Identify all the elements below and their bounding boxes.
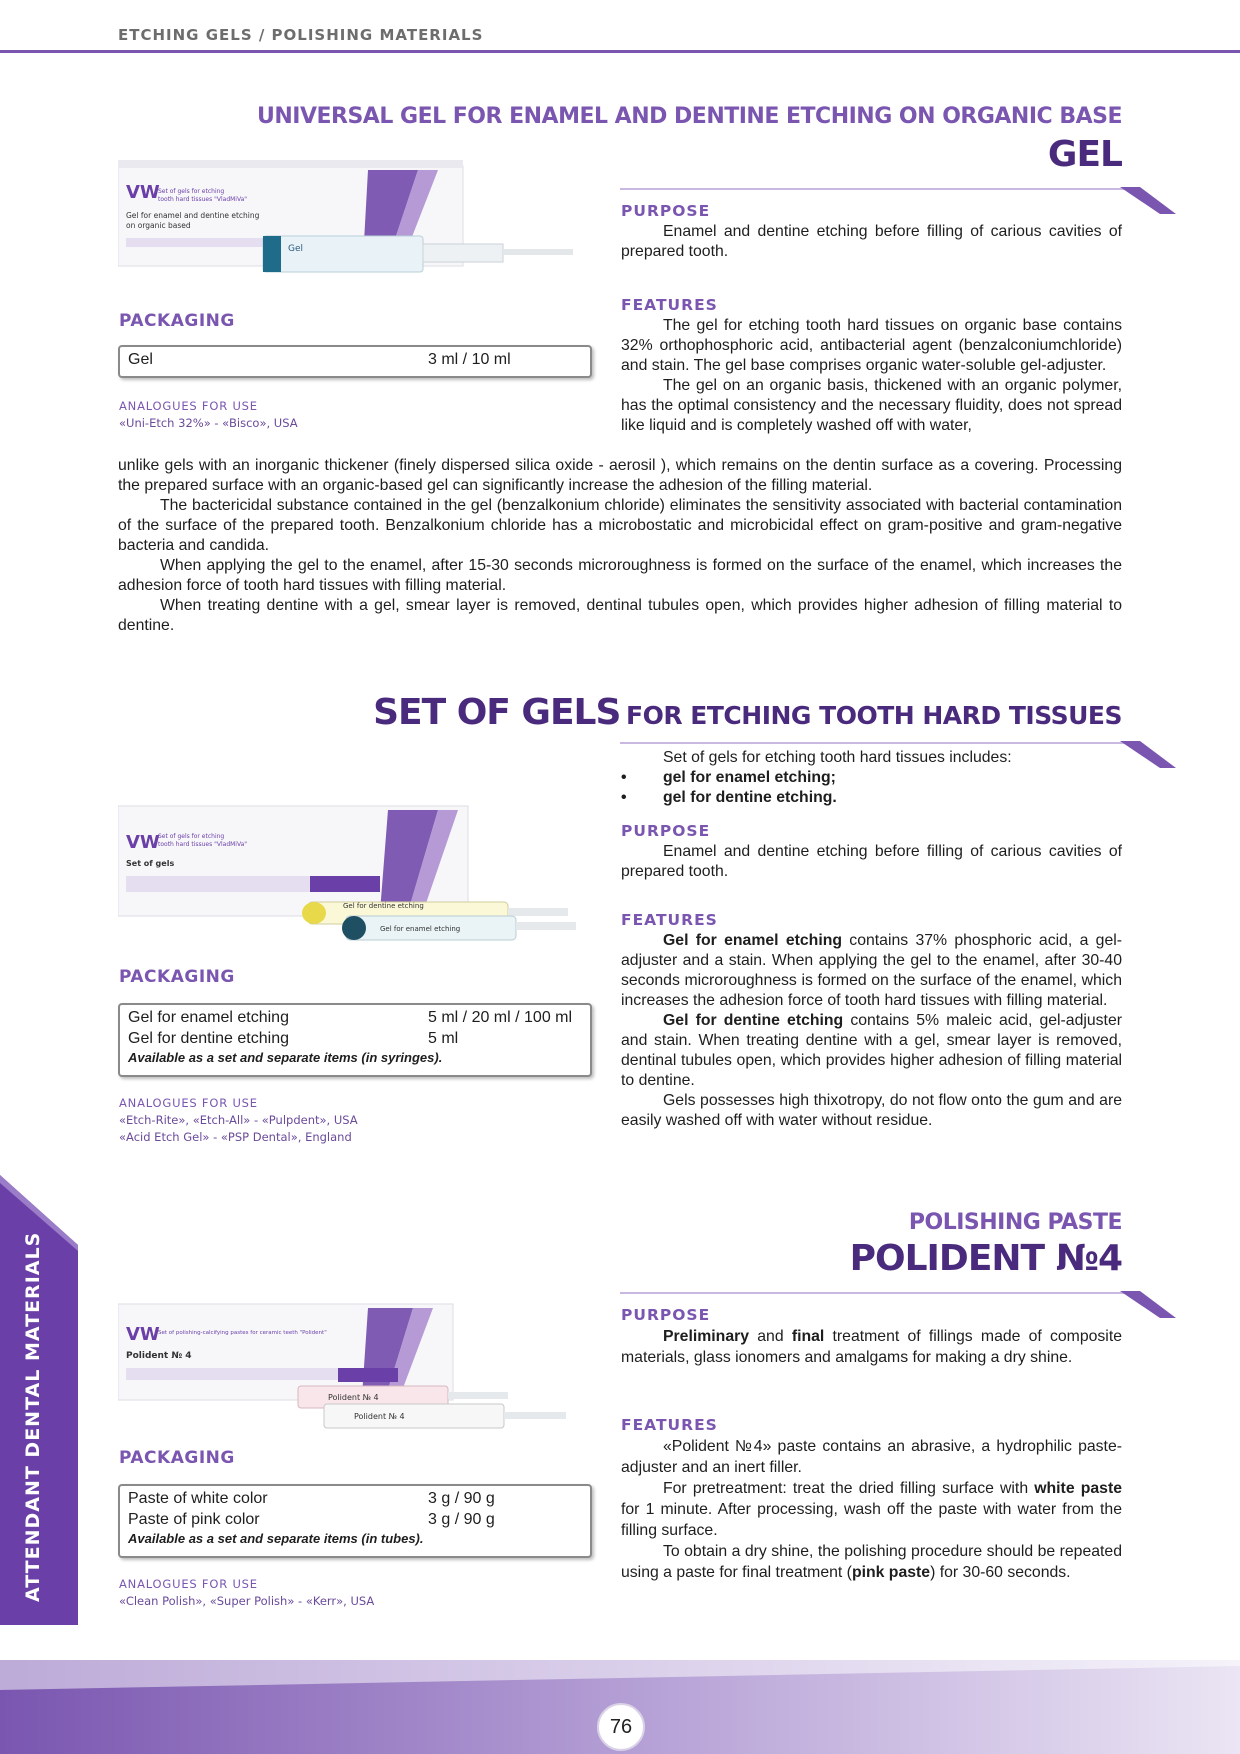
product1-subtitle: UNIVERSAL GEL FOR ENAMEL AND DENTINE ETCHING ON ORGANIC BASE	[257, 104, 1122, 129]
product3-packaging-label: PACKAGING	[119, 1448, 235, 1468]
packaging-row: Paste of pink color 3 g / 90 g	[128, 1511, 495, 1528]
svg-text:tooth hard tissues "VladMiVa": tooth hard tissues "VladMiVa"	[158, 841, 248, 848]
product2-analogues: «Etch-Rite», «Etch-All» - «Pulpdent», USA «Acid Etch Gel» - «PSP Dental», England	[119, 1113, 358, 1144]
product1-features-label: FEATURES	[621, 296, 718, 314]
product2-analogues-label: ANALOGUES FOR USE	[119, 1096, 258, 1110]
product1-purpose: Enamel and dentine etching before filling of carious cavities of prepared tooth.	[621, 223, 1122, 260]
header-rule	[0, 50, 1240, 53]
packaging-note: Available as a set and separate items (in tubes).	[128, 1531, 424, 1546]
bullet-item: • gel for dentine etching.	[621, 789, 837, 806]
svg-text:VW: VW	[126, 182, 160, 203]
product2-purpose: Enamel and dentine etching before filling of carious cavities of prepared tooth.	[621, 843, 1122, 880]
svg-text:Gel: Gel	[288, 244, 304, 254]
product3-features-label: FEATURES	[621, 1416, 718, 1434]
product2-title: SET OF GELS FOR ETCHING TOOTH HARD TISSUES	[373, 692, 1122, 733]
svg-text:Polident № 4: Polident № 4	[126, 1351, 192, 1361]
product2-intro: Set of gels for etching tooth hard tissues includes: • gel for enamel etching; • gel for dentine etching.	[621, 748, 1122, 808]
product2-packaging-table	[118, 1003, 592, 1077]
product1-analogues-label: ANALOGUES FOR USE	[119, 399, 258, 413]
svg-text:VW: VW	[126, 832, 160, 853]
product1-analogues: «Uni-Etch 32%» - «Bisco», USA	[119, 416, 298, 430]
bullet-item: • gel for enamel etching;	[621, 769, 836, 786]
product1-packaging-label: PACKAGING	[119, 311, 235, 331]
svg-text:Gel for enamel and dentine etc: Gel for enamel and dentine etching	[126, 211, 260, 220]
side-tab-label: ATTENDANT DENTAL MATERIALS	[22, 1231, 44, 1602]
product1-features-narrow: The gel for etching tooth hard tissues on organic base contains 32% orthophosphoric acid, antibacterial agent (benzalconiumchloride) and stain. The gel base comprises organic water-soluble gel-adjuster. The gel on an organic basis, thickened with an organic polymer, has the optimal consistency and the necessary fluidity, does not spread like liquid and is completely washed off with water,	[621, 317, 1122, 434]
svg-text:Gel for enamel etching: Gel for enamel etching	[380, 925, 461, 933]
gel-product-image	[118, 160, 608, 280]
product3-analogues-label: ANALOGUES FOR USE	[119, 1577, 258, 1591]
svg-text:Set of gels for etching: Set of gels for etching	[158, 188, 225, 195]
set-of-gels-image	[118, 800, 608, 950]
product2-packaging-label: PACKAGING	[119, 967, 235, 987]
svg-text:VW: VW	[126, 1324, 160, 1345]
page-number: 76	[597, 1703, 645, 1751]
product1-packaging-table	[118, 345, 592, 378]
product3-title: POLIDENT №4	[849, 1238, 1122, 1279]
packaging-row: Gel for dentine etching 5 ml	[128, 1030, 459, 1047]
product1-title: GEL	[1047, 134, 1122, 175]
product2-features: Gel for enamel etching contains 37% phosphoric acid, a gel-adjuster and a stain. When applying the gel to the enamel, after 30-40 seconds microroughness is formed on the surface of the enamel, which increases the adhesion force of tooth hard tissues with filling material. Gel for dentine etching contains 5% maleic acid, gel-adjuster and stain. When treating dentine with a gel, smear layer is removed, dentinal tubules open, which provides higher adhesion of filling material to dentine. Gels possesses high thixotropy, do not flow onto the gum and are easily washed off with water without residue.	[621, 932, 1123, 1129]
svg-text:Polident № 4: Polident № 4	[328, 1393, 379, 1402]
product2-features-label: FEATURES	[621, 911, 718, 929]
svg-text:tooth hard tissues "VladMiVa": tooth hard tissues "VladMiVa"	[158, 196, 248, 203]
svg-text:Set of gels: Set of gels	[126, 859, 175, 868]
product3-purpose-label: PURPOSE	[621, 1306, 711, 1324]
product3-packaging-table	[118, 1484, 592, 1558]
packaging-row: Gel for enamel etching 5 ml / 20 ml / 100 ml	[128, 1009, 573, 1026]
svg-text:Set of gels for etching: Set of gels for etching	[158, 833, 225, 840]
product1-purpose-label: PURPOSE	[621, 202, 711, 220]
svg-text:on organic based: on organic based	[126, 221, 191, 230]
packaging-note: Available as a set and separate items (in syringes).	[128, 1050, 443, 1065]
packaging-row: Gel 3 ml / 10 ml	[128, 351, 511, 368]
svg-text:Gel for dentine etching: Gel for dentine etching	[343, 902, 424, 910]
product3-purpose: Preliminary and final treatment of fillings made of composite materials, glass ionomers and amalgams for making a dry shine.	[621, 1328, 1122, 1366]
section-header: ETCHING GELS / POLISHING MATERIALS	[118, 26, 484, 44]
product3-analogues: «Clean Polish», «Super Polish» - «Kerr», USA	[119, 1594, 375, 1608]
product3-subtitle: POLISHING PASTE	[908, 1210, 1122, 1235]
svg-text:Set of polishing-calcifying pa: Set of polishing-calcifying pastes for ceramic teeth "Polident"	[158, 1330, 327, 1336]
product3-features: «Polident №4» paste contains an abrasive, a hydrophilic paste-adjuster and an inert filler. For pretreatment: treat the dried filling surface with white paste for 1 minute. After processing, wash off the paste with water from the filling surface. To obtain a dry shine, the polishing procedure should be repeated using a paste for final treatment (pink paste) for 30-60 seconds.	[621, 1438, 1122, 1581]
product1-features-wide: unlike gels with an inorganic thickener (finely dispersed silica oxide - aerosil ), which remains on the dentin surface as a covering. Processing the prepared surface with an organic-based gel can significantly increase the adhesion of the filling material. The bactericidal substance contained in the gel (benzalkonium chloride) eliminates the sensitivity associated with bacterial contamination of the surface of the prepared tooth. Benzalkonium chloride has a microbostatic and microbicidal effect on gram-positive and gram-negative bacteria and candida. When applying the gel to the enamel, after 15-30 seconds microroughness is formed on the surface of the enamel, which increases the adhesion force of tooth hard tissues with filling material. When treating dentine with a gel, smear layer is removed, dentinal tubules open, which provides higher adhesion of filling material to dentine.	[118, 457, 1122, 634]
polident-product-image	[118, 1298, 608, 1433]
product2-purpose-label: PURPOSE	[621, 822, 711, 840]
svg-text:Polident № 4: Polident № 4	[354, 1412, 405, 1421]
packaging-row: Paste of white color 3 g / 90 g	[128, 1490, 495, 1507]
